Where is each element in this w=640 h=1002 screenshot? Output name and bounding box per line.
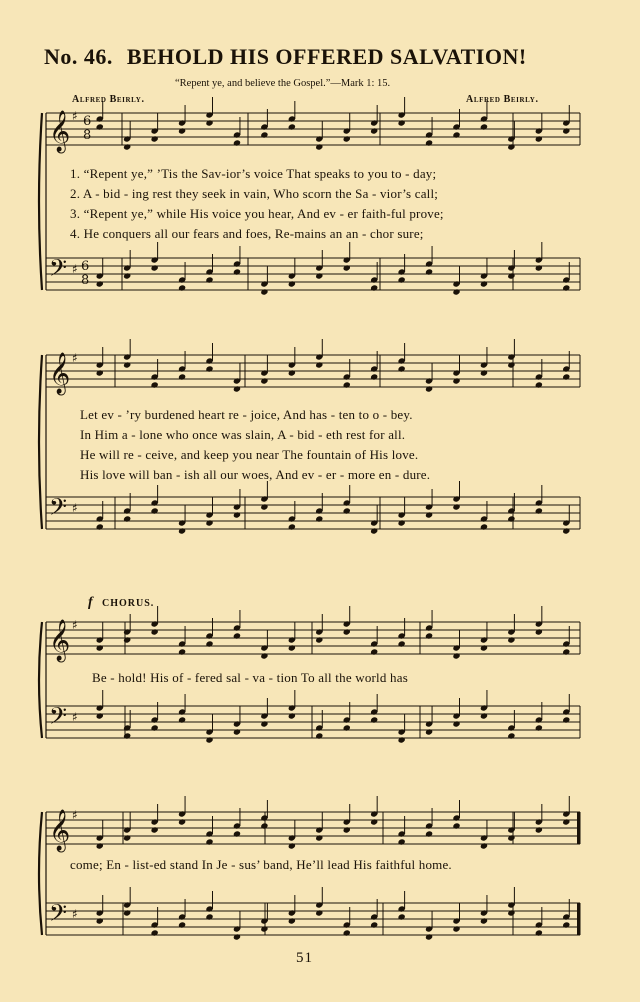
- system-4-bass-notehead: [96, 917, 104, 924]
- system-2-bass-notehead: [96, 523, 104, 530]
- system-3-treble-notehead: [260, 652, 268, 659]
- system-2-treble-notehead: [452, 377, 460, 384]
- system-1-treble-notehead: [96, 123, 104, 130]
- system-2-treble-notehead: [288, 369, 296, 376]
- system-4-treble-notehead: [370, 818, 378, 825]
- chorus-line-2: come; En - list-ed stand In Je - sus’ band, He’ll lead His faithful home.: [70, 857, 452, 872]
- system-1-brace: [39, 113, 42, 290]
- system-3-bass-notehead: [96, 712, 104, 719]
- system-1-time-sig: 8: [83, 128, 92, 143]
- system-1-treble-notehead: [123, 143, 131, 150]
- system-1-treble-notehead: [562, 127, 570, 134]
- system-4-bass-notehead: [480, 917, 488, 924]
- system-1-bass-notehead: [480, 280, 488, 287]
- system-2-treble-notehead: [96, 369, 104, 376]
- system-4-final-bar: [577, 903, 580, 935]
- verse-4-line-2: His love will ban - ish all our woes, And ev - er - more en - dure.: [80, 467, 431, 482]
- system-4-bass-notehead: [452, 925, 460, 932]
- system-4-treble-notehead: [562, 818, 570, 825]
- system-1-key-sharp: ♯: [72, 262, 78, 276]
- system-2-treble-notehead: [425, 385, 433, 392]
- system-4-bass-clef: 𝄢: [49, 899, 68, 932]
- system-3-treble-notehead: [370, 648, 378, 655]
- system-3-bass-notehead: [562, 716, 570, 723]
- system-3-treble-notehead: [96, 644, 104, 651]
- system-4-bass-notehead: [535, 929, 543, 936]
- system-1-bass-notehead: [123, 272, 131, 279]
- system-3-bass-notehead: [452, 720, 460, 727]
- system-1-bass-notehead: [288, 280, 296, 287]
- system-1-treble-notehead: [315, 143, 323, 150]
- system-3-bass-notehead: [233, 728, 241, 735]
- hymn-title-text: BEHOLD HIS OFFERED SALVATION!: [126, 44, 527, 69]
- system-4-bass-notehead: [205, 913, 213, 920]
- system-2-bass-notehead: [480, 523, 488, 530]
- system-2-bass-notehead: [398, 519, 406, 526]
- system-1-time-sig: 8: [81, 273, 90, 288]
- system-1-treble-notehead: [507, 143, 515, 150]
- system-2-key-sharp: ♯: [72, 501, 78, 515]
- system-3-treble-clef: 𝄞: [49, 620, 71, 661]
- system-1-bass-notehead: [507, 272, 515, 279]
- system-1-bass-notehead: [260, 288, 268, 295]
- verse-3-line-1: 3. “Repent ye,” while His voice you hear, And ev - er faith-ful prove;: [70, 206, 444, 221]
- system-1-treble-notehead: [452, 131, 460, 138]
- system-4-treble-notehead: [151, 826, 159, 833]
- system-3-bass-notehead: [480, 712, 488, 719]
- system-2-bass-clef: 𝄢: [49, 493, 68, 526]
- system-2-bass-notehead: [260, 503, 268, 510]
- system-3-bass-notehead: [343, 724, 351, 731]
- system-1-bass-notehead: [535, 264, 543, 271]
- system-1-bass-notehead: [96, 280, 104, 287]
- system-4-bass-notehead: [260, 925, 268, 932]
- chorus-label: CHORUS.: [102, 598, 155, 609]
- system-2-treble-notehead: [123, 361, 131, 368]
- scripture-reference: “Repent ye, and believe the Gospel.”—Mark 1: 15.: [175, 78, 391, 89]
- system-4-treble-notehead: [343, 826, 351, 833]
- system-3-bass-clef: 𝄢: [49, 702, 68, 735]
- system-3-bass-notehead: [205, 736, 213, 743]
- system-4-bass-notehead: [315, 909, 323, 916]
- system-2-treble-notehead: [480, 369, 488, 376]
- system-4-brace: [39, 812, 42, 935]
- system-2-treble-notehead: [507, 361, 515, 368]
- system-2-treble-notehead: [178, 373, 186, 380]
- verse-2-line-1: 2. A - bid - ing rest they seek in vain, Who scorn the Sa - vior’s call;: [70, 186, 439, 201]
- system-4-treble-notehead: [288, 842, 296, 849]
- system-3-bass-notehead: [123, 732, 131, 739]
- system-1-key-sharp: ♯: [72, 109, 78, 123]
- system-1-treble-notehead: [480, 123, 488, 130]
- system-3-bass-notehead: [260, 720, 268, 727]
- system-2-bass-notehead: [233, 511, 241, 518]
- system-2-key-sharp: ♯: [72, 351, 78, 365]
- system-1-bass-notehead: [151, 264, 159, 271]
- system-1-bass-notehead: [562, 284, 570, 291]
- system-2-treble-notehead: [343, 381, 351, 388]
- system-1-time-sig: 6: [83, 114, 92, 129]
- system-3-treble-notehead: [288, 644, 296, 651]
- system-1-bass-notehead: [205, 276, 213, 283]
- system-4-bass-notehead: [343, 929, 351, 936]
- system-2-treble-notehead: [260, 377, 268, 384]
- system-1-treble-notehead: [233, 139, 241, 146]
- system-3-bass-notehead: [178, 716, 186, 723]
- system-3-bass-notehead: [398, 736, 406, 743]
- system-1-bass-notehead: [343, 264, 351, 271]
- system-3-bass-notehead: [507, 732, 515, 739]
- system-2-bass-notehead: [151, 507, 159, 514]
- system-2-bass-notehead: [123, 515, 131, 522]
- system-3-treble-notehead: [343, 628, 351, 635]
- system-3-treble-notehead: [233, 632, 241, 639]
- system-2-bass-notehead: [205, 519, 213, 526]
- system-2-bass-notehead: [425, 511, 433, 518]
- system-2-treble-notehead: [535, 381, 543, 388]
- system-1-treble-notehead: [178, 127, 186, 134]
- system-3-treble-notehead: [178, 648, 186, 655]
- system-3-bass-notehead: [535, 724, 543, 731]
- system-4-bass-notehead: [507, 909, 515, 916]
- music-credit: Alfred Beirly.: [466, 94, 539, 105]
- system-4-treble-clef: 𝄞: [49, 810, 71, 851]
- system-3-bass-notehead: [151, 724, 159, 731]
- system-4-treble-notehead: [123, 834, 131, 841]
- system-3-bass-notehead: [315, 732, 323, 739]
- system-4-treble-notehead: [535, 826, 543, 833]
- system-4-bass-notehead: [562, 921, 570, 928]
- system-4-bass-notehead: [233, 933, 241, 940]
- system-4-key-sharp: ♯: [72, 808, 78, 822]
- verse-1-line-1: 1. “Repent ye,” ’Tis the Sav-ior’s voice That speaks to you to - day;: [70, 166, 437, 181]
- system-3-bass-notehead: [288, 712, 296, 719]
- system-4-bass-notehead: [288, 917, 296, 924]
- system-4-bass-notehead: [151, 929, 159, 936]
- system-3-brace: [39, 622, 42, 738]
- system-4-treble-notehead: [398, 838, 406, 845]
- system-1-treble-notehead: [205, 119, 213, 126]
- system-1-treble-clef: 𝄞: [49, 111, 71, 152]
- system-3-key-sharp: ♯: [72, 710, 78, 724]
- system-2-treble-notehead: [562, 373, 570, 380]
- system-3-treble-notehead: [151, 628, 159, 635]
- system-2-bass-notehead: [452, 503, 460, 510]
- system-2-treble-notehead: [233, 385, 241, 392]
- verse-3-line-2: He will re - ceive, and keep you near The fountain of His love.: [80, 447, 419, 462]
- verse-4-line-1: 4. He conquers all our fears and foes, Re-mains an an - chor sure;: [70, 226, 424, 241]
- words-credit: Alfred Beirly.: [72, 94, 145, 105]
- system-2-bass-notehead: [370, 527, 378, 534]
- system-4-bass-notehead: [370, 921, 378, 928]
- chorus-line-1: Be - hold! His of - fered sal - va - tion To all the world has: [92, 670, 408, 685]
- system-2-bass-notehead: [343, 507, 351, 514]
- system-1-bass-notehead: [370, 284, 378, 291]
- dynamic-forte: f: [88, 595, 93, 610]
- system-2-treble-notehead: [315, 361, 323, 368]
- system-4-treble-notehead: [178, 818, 186, 825]
- system-2-bass-notehead: [507, 515, 515, 522]
- system-4-treble-notehead: [233, 830, 241, 837]
- system-2-bass-notehead: [178, 527, 186, 534]
- system-3-treble-notehead: [507, 636, 515, 643]
- system-2-treble-notehead: [370, 373, 378, 380]
- system-3-bass-notehead: [370, 716, 378, 723]
- system-3-treble-notehead: [535, 628, 543, 635]
- system-2-treble-clef: 𝄞: [49, 353, 71, 394]
- system-1-treble-notehead: [151, 135, 159, 142]
- system-3-treble-notehead: [123, 636, 131, 643]
- system-1-bass-notehead: [425, 268, 433, 275]
- system-1-bass-clef: 𝄢: [49, 254, 68, 287]
- system-1-treble-notehead: [535, 135, 543, 142]
- system-1-bass-notehead: [233, 268, 241, 275]
- system-1-treble-notehead: [425, 139, 433, 146]
- system-1-time-sig: 6: [81, 259, 90, 274]
- verse-1-line-2: Let ev - ’ry burdened heart re - joice, And has - ten to o - bey.: [80, 407, 413, 422]
- system-4-bass-notehead: [123, 909, 131, 916]
- system-4-bass-notehead: [178, 921, 186, 928]
- system-2-bass-notehead: [535, 507, 543, 514]
- system-3-treble-notehead: [205, 640, 213, 647]
- system-2-bass-notehead: [562, 527, 570, 534]
- system-1-treble-notehead: [260, 131, 268, 138]
- system-1-bass-notehead: [315, 272, 323, 279]
- system-2-treble-notehead: [205, 365, 213, 372]
- system-3-bass-notehead: [425, 728, 433, 735]
- system-1-treble-notehead: [398, 119, 406, 126]
- system-3-treble-notehead: [315, 636, 323, 643]
- verse-2-line-2: In Him a - lone who once was slain, A - bid - eth rest for all.: [80, 427, 406, 442]
- system-3-treble-notehead: [452, 652, 460, 659]
- system-2-bass-notehead: [315, 515, 323, 522]
- system-3-treble-notehead: [398, 640, 406, 647]
- system-4-final-bar: [577, 812, 580, 844]
- system-1-treble-notehead: [370, 127, 378, 134]
- system-4-treble-notehead: [315, 834, 323, 841]
- system-4-treble-notehead: [96, 842, 104, 849]
- system-4-treble-notehead: [480, 842, 488, 849]
- page-number: 51: [296, 950, 313, 966]
- system-1-treble-notehead: [288, 123, 296, 130]
- system-1-bass-notehead: [398, 276, 406, 283]
- system-1-bass-notehead: [452, 288, 460, 295]
- system-3-treble-notehead: [562, 648, 570, 655]
- system-2-bass-notehead: [288, 523, 296, 530]
- system-1-bass-notehead: [178, 284, 186, 291]
- system-4-bass-notehead: [425, 933, 433, 940]
- system-2-treble-notehead: [151, 381, 159, 388]
- system-3-treble-notehead: [425, 632, 433, 639]
- system-1-treble-notehead: [343, 135, 351, 142]
- system-4-treble-notehead: [205, 838, 213, 845]
- system-4-treble-notehead: [507, 834, 515, 841]
- system-4-key-sharp: ♯: [72, 907, 78, 921]
- hymn-number: No. 46.: [44, 44, 113, 69]
- system-4-treble-notehead: [260, 822, 268, 829]
- system-4-bass-notehead: [398, 913, 406, 920]
- system-2-brace: [39, 355, 42, 529]
- system-4-treble-notehead: [452, 822, 460, 829]
- system-3-treble-notehead: [480, 644, 488, 651]
- system-4-treble-notehead: [425, 830, 433, 837]
- system-2-treble-notehead: [398, 365, 406, 372]
- system-3-key-sharp: ♯: [72, 618, 78, 632]
